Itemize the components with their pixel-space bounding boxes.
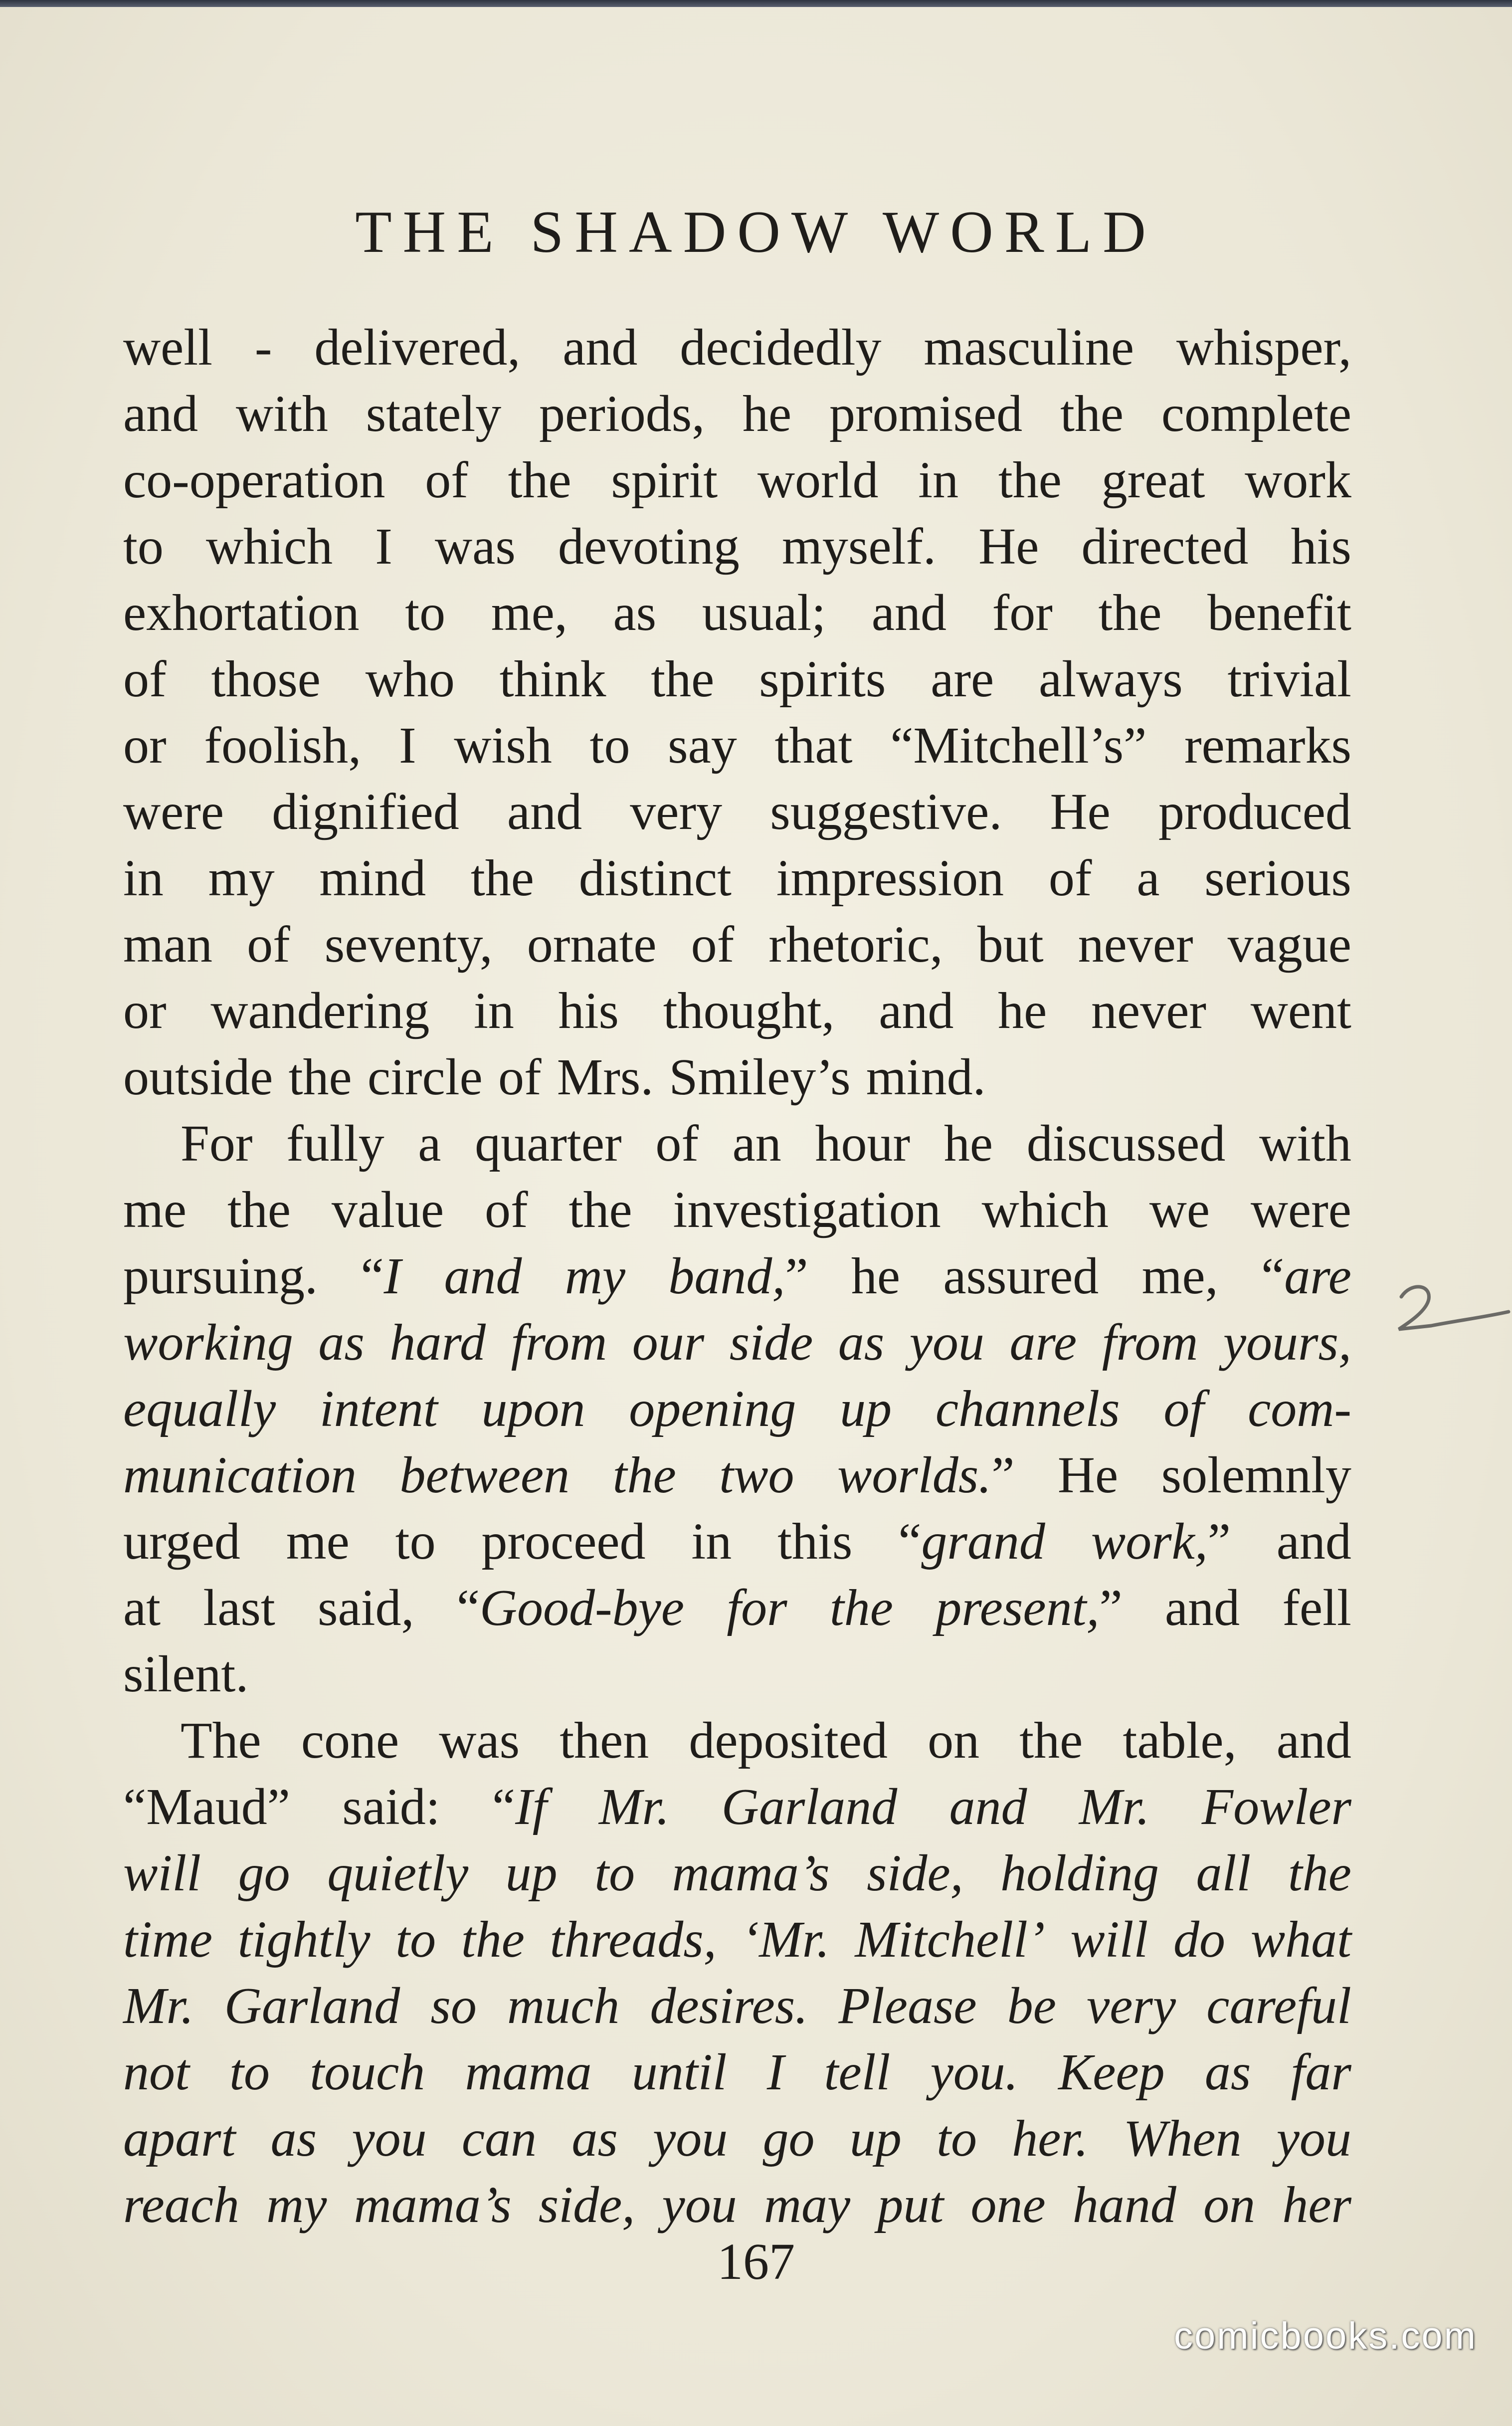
- word: and: [123, 385, 198, 442]
- word: rhetoric,: [768, 916, 943, 973]
- word: and: [507, 783, 582, 840]
- word: the: [470, 849, 534, 907]
- word: go: [238, 1844, 290, 1902]
- word: me,: [491, 584, 567, 641]
- word: distinct: [578, 849, 732, 907]
- pencil-annotation: [1381, 1262, 1511, 1342]
- word: of: [485, 1181, 528, 1238]
- word: from: [1102, 1314, 1198, 1371]
- word: as: [613, 584, 657, 641]
- word: of: [247, 916, 290, 973]
- word: mind.: [866, 1048, 986, 1106]
- word: the: [998, 451, 1062, 509]
- word: co-operation: [123, 451, 385, 509]
- word: stately: [366, 385, 502, 442]
- word: world: [757, 451, 879, 509]
- word: to: [589, 717, 630, 774]
- text-line: [123, 646, 1351, 712]
- word: masculine: [924, 319, 1134, 376]
- word: very: [630, 783, 723, 840]
- word: said,: [317, 1579, 414, 1636]
- word: never: [1091, 982, 1206, 1039]
- word: well: [123, 319, 213, 376]
- word: holding: [1000, 1844, 1159, 1902]
- word: last: [203, 1579, 275, 1636]
- word: apart: [123, 2110, 236, 2167]
- text-line: [123, 1110, 1351, 1177]
- word: and: [444, 1247, 522, 1305]
- word: as: [270, 2110, 317, 2167]
- word: fully: [286, 1115, 384, 1172]
- word: he: [944, 1115, 993, 1172]
- word: When: [1123, 2110, 1242, 2167]
- text-line: [123, 2172, 1351, 2238]
- text-line: [123, 513, 1351, 580]
- word: He: [1050, 783, 1111, 840]
- word: you: [352, 2110, 427, 2167]
- word: this: [777, 1513, 853, 1570]
- word: as: [571, 2110, 618, 2167]
- word: quarter: [475, 1115, 622, 1172]
- word: produced: [1158, 783, 1351, 840]
- text-line: [123, 978, 1351, 1044]
- word: spirits: [759, 650, 886, 708]
- word: may: [763, 2176, 851, 2233]
- word: mama’s: [354, 2176, 512, 2233]
- cover-edge: [0, 0, 1512, 7]
- word: an: [732, 1115, 781, 1172]
- word: quietly: [327, 1844, 469, 1902]
- word: for: [727, 1579, 787, 1636]
- word: thought,: [663, 982, 835, 1039]
- word: work: [1245, 451, 1351, 509]
- word: are: [1009, 1314, 1077, 1371]
- word: her.: [1012, 2110, 1089, 2167]
- word: and: [949, 1778, 1027, 1835]
- word: deposited: [689, 1712, 888, 1769]
- word: up: [849, 2110, 902, 2167]
- word: great: [1101, 451, 1205, 509]
- word: whisper,: [1176, 319, 1351, 376]
- word: those: [211, 650, 321, 708]
- word: will: [1070, 1911, 1148, 1968]
- word: side,: [867, 1844, 963, 1902]
- text-line: [123, 1840, 1351, 1906]
- word: “Maud”: [123, 1778, 290, 1835]
- word: Garland: [721, 1778, 898, 1835]
- word: of: [123, 650, 167, 708]
- word: value: [331, 1181, 444, 1238]
- word: wandering: [210, 982, 430, 1039]
- word: devoting: [558, 518, 740, 575]
- word: touch: [310, 2043, 425, 2101]
- word: promised: [829, 385, 1023, 442]
- word: the: [461, 1911, 525, 1968]
- word: up: [840, 1380, 892, 1437]
- word: do: [1173, 1911, 1225, 1968]
- word: impression: [776, 849, 1004, 907]
- word: will: [123, 1844, 201, 1902]
- word: pursuing.: [123, 1247, 318, 1305]
- word: channels: [935, 1380, 1120, 1437]
- word: until: [631, 2043, 727, 2101]
- word: the: [568, 1181, 632, 1238]
- word: the: [651, 650, 715, 708]
- word: me: [123, 1181, 187, 1238]
- word: so: [430, 1977, 477, 2034]
- word: discussed: [1026, 1115, 1226, 1172]
- word: usual;: [702, 584, 826, 641]
- word: upon: [481, 1380, 585, 1437]
- word: work,”: [1091, 1513, 1231, 1570]
- word: yours,: [1223, 1314, 1351, 1371]
- word: careful: [1206, 1977, 1351, 2034]
- word: circle: [367, 1048, 483, 1106]
- word: wish: [454, 717, 552, 774]
- word: which: [981, 1181, 1109, 1238]
- word: intent: [319, 1380, 438, 1437]
- word: Garland: [224, 1977, 400, 2034]
- word: the: [508, 451, 571, 509]
- text-line: [123, 1707, 1351, 1774]
- word: the: [829, 1579, 893, 1636]
- text-line: [123, 1973, 1351, 2039]
- word: he: [998, 982, 1047, 1039]
- word: the: [1019, 1712, 1083, 1769]
- word: or: [123, 982, 167, 1039]
- word: solemnly: [1161, 1446, 1351, 1504]
- text-line: [123, 2039, 1351, 2105]
- word: in: [474, 982, 514, 1039]
- word: to: [937, 2110, 977, 2167]
- word: hand: [1072, 2176, 1176, 2233]
- word: trivial: [1227, 650, 1351, 708]
- word: were: [1250, 1181, 1351, 1238]
- word: of: [691, 916, 735, 973]
- word: all: [1196, 1844, 1251, 1902]
- word: between: [399, 1446, 570, 1504]
- text-line: [123, 580, 1351, 646]
- word: on: [1203, 2176, 1256, 2233]
- word: you: [653, 2110, 728, 2167]
- text-line: [123, 1575, 1351, 1641]
- word: com-: [1248, 1380, 1351, 1437]
- text-line: [123, 1243, 1351, 1309]
- word: was: [435, 518, 516, 575]
- word: what: [1250, 1911, 1351, 1968]
- word: ‘Mr.: [742, 1911, 830, 1968]
- word: reach: [123, 2176, 239, 2233]
- word: fell: [1282, 1579, 1351, 1636]
- word: in: [691, 1513, 732, 1570]
- text-line: [123, 1442, 1351, 1508]
- word: to: [395, 1513, 436, 1570]
- word: you.: [930, 2043, 1018, 2101]
- word: “grand: [898, 1513, 1045, 1570]
- word: tightly: [237, 1911, 371, 1968]
- word: our: [632, 1314, 705, 1371]
- word: of: [425, 451, 468, 509]
- word: much: [507, 1977, 620, 2034]
- word: time: [123, 1911, 213, 1968]
- word: to: [123, 518, 164, 575]
- word: remarks: [1184, 717, 1351, 774]
- word: “If: [492, 1778, 547, 1835]
- word: the: [1288, 1844, 1351, 1902]
- word: complete: [1161, 385, 1351, 442]
- word: of: [1163, 1380, 1204, 1437]
- word: to: [594, 1844, 635, 1902]
- word: the: [1060, 385, 1124, 442]
- word: in: [918, 451, 959, 509]
- word: Keep: [1058, 2043, 1165, 2101]
- word: her: [1282, 2176, 1351, 2233]
- word: always: [1038, 650, 1183, 708]
- word: a: [418, 1115, 441, 1172]
- word: not: [123, 2043, 189, 2101]
- word: spirit: [611, 451, 718, 509]
- word: in: [123, 849, 164, 907]
- word: table,: [1123, 1712, 1237, 1769]
- word: very: [1087, 1977, 1176, 2034]
- word: a: [1136, 849, 1160, 907]
- word: say: [668, 717, 737, 774]
- word: proceed: [481, 1513, 646, 1570]
- word: Mrs.: [557, 1048, 654, 1106]
- word: assured: [943, 1247, 1099, 1305]
- word: tell: [824, 2043, 891, 2101]
- word: me,: [1141, 1247, 1218, 1305]
- word: me: [286, 1513, 350, 1570]
- word: Mitchell’: [855, 1911, 1045, 1968]
- word: of: [1048, 849, 1092, 907]
- word: to: [229, 2043, 270, 2101]
- word: my: [266, 2176, 327, 2233]
- word: myself.: [781, 518, 937, 575]
- text-line: [123, 314, 1351, 381]
- word: the: [612, 1446, 676, 1504]
- word: The: [181, 1712, 261, 1769]
- word: and: [563, 319, 638, 376]
- page-number: 167: [717, 2233, 795, 2290]
- word: Smiley’s: [669, 1048, 851, 1106]
- word: can: [461, 2110, 537, 2167]
- word: are: [931, 650, 994, 708]
- word: go: [762, 2110, 815, 2167]
- word: working: [123, 1314, 293, 1371]
- word: exhortation: [123, 584, 360, 641]
- word: to: [405, 584, 446, 641]
- word: two: [719, 1446, 794, 1504]
- word: suggestive.: [770, 783, 1002, 840]
- word: ornate: [527, 916, 657, 973]
- word: as: [1204, 2043, 1251, 2101]
- word: for: [992, 584, 1053, 641]
- word: of: [498, 1048, 542, 1106]
- word: hour: [815, 1115, 911, 1172]
- word: I: [398, 717, 416, 774]
- text-line: [123, 1376, 1351, 1442]
- word: outside: [123, 1048, 273, 1106]
- word: investigation: [673, 1181, 941, 1238]
- word: and: [1276, 1712, 1351, 1769]
- running-head: THE SHADOW WORLD: [355, 199, 1157, 265]
- word: man: [123, 916, 213, 973]
- word: you: [909, 1314, 984, 1371]
- word: and: [871, 584, 946, 641]
- word: serious: [1204, 849, 1351, 907]
- word: as: [318, 1314, 365, 1371]
- word: we: [1149, 1181, 1210, 1238]
- text-line: [123, 447, 1351, 513]
- word: “I: [361, 1247, 401, 1305]
- text-line: [123, 1309, 1351, 1376]
- word: side: [729, 1314, 813, 1371]
- text-line: [123, 712, 1351, 779]
- word: mama’s: [672, 1844, 830, 1902]
- word: equally: [123, 1380, 276, 1437]
- word: “are: [1261, 1247, 1351, 1305]
- word: He: [978, 518, 1039, 575]
- word: of: [655, 1115, 699, 1172]
- word: far: [1291, 2043, 1351, 2101]
- word: band,”: [668, 1247, 808, 1305]
- word: as: [838, 1314, 885, 1371]
- word: and: [1276, 1513, 1351, 1570]
- word: Mr.: [123, 1977, 194, 2034]
- word: who: [365, 650, 455, 708]
- word: were: [123, 783, 224, 840]
- word: but: [977, 916, 1044, 973]
- word: side,: [538, 2176, 635, 2233]
- word: hard: [389, 1314, 486, 1371]
- text-line: [123, 1508, 1351, 1575]
- word: my: [565, 1247, 626, 1305]
- word: Fowler: [1201, 1778, 1351, 1835]
- word: and: [879, 982, 954, 1039]
- word: be: [1007, 1977, 1056, 2034]
- word: He: [1057, 1446, 1119, 1504]
- word: periods,: [539, 385, 705, 442]
- word: threads,: [550, 1911, 717, 1968]
- word: foolish,: [204, 717, 362, 774]
- word: one: [970, 2176, 1046, 2233]
- text-line: [123, 911, 1351, 978]
- word: the: [288, 1048, 352, 1106]
- word: up: [505, 1844, 558, 1902]
- text-line: [123, 1177, 1351, 1243]
- word: Mr.: [598, 1778, 670, 1835]
- word: you: [1276, 2110, 1351, 2167]
- word: and: [1164, 1579, 1240, 1636]
- word: urged: [123, 1513, 240, 1570]
- word: Mr.: [1079, 1778, 1150, 1835]
- word: to: [395, 1911, 436, 1968]
- word: seventy,: [324, 916, 493, 973]
- word: worlds.”: [837, 1446, 1015, 1504]
- word: dignified: [272, 783, 459, 840]
- word: was: [439, 1712, 520, 1769]
- word: his: [558, 982, 619, 1039]
- word: from: [511, 1314, 607, 1371]
- text-line: [123, 845, 1351, 911]
- word: silent.: [123, 1645, 249, 1703]
- text-line: [123, 2105, 1351, 2172]
- word: or: [123, 717, 167, 774]
- watermark: comicbooks.com: [1174, 2315, 1477, 2357]
- word: think: [499, 650, 606, 708]
- text-line: [123, 1044, 1351, 1110]
- word: I: [766, 2043, 784, 2101]
- word: opening: [629, 1380, 796, 1437]
- word: Please: [838, 1977, 977, 2034]
- text-line: [123, 779, 1351, 845]
- word: “Mitchell’s”: [890, 717, 1147, 774]
- word: decidedly: [680, 319, 882, 376]
- word: “Good-bye: [456, 1579, 684, 1636]
- text-line: [123, 1774, 1351, 1840]
- word: mama: [465, 2043, 592, 2101]
- word: at: [123, 1579, 161, 1636]
- word: munication: [123, 1446, 357, 1504]
- word: which: [206, 518, 333, 575]
- word: the: [227, 1181, 291, 1238]
- word: -: [254, 319, 272, 376]
- word: he: [743, 385, 792, 442]
- word: the: [1098, 584, 1162, 641]
- word: never: [1078, 916, 1193, 973]
- word: said:: [342, 1778, 440, 1835]
- word: my: [208, 849, 275, 907]
- word: I: [375, 518, 392, 575]
- word: you: [662, 2176, 737, 2233]
- word: delivered,: [314, 319, 521, 376]
- word: cone: [301, 1712, 399, 1769]
- word: For: [181, 1115, 253, 1172]
- word: then: [560, 1712, 649, 1769]
- word: with: [236, 385, 328, 442]
- word: that: [774, 717, 853, 774]
- word: vague: [1227, 916, 1351, 973]
- word: went: [1250, 982, 1351, 1039]
- word: on: [928, 1712, 980, 1769]
- text-line: [123, 1641, 1351, 1707]
- word: mind: [319, 849, 426, 907]
- word: he: [851, 1247, 901, 1305]
- text-line: [123, 1906, 1351, 1973]
- word: put: [877, 2176, 944, 2233]
- word: desires.: [650, 1977, 808, 2034]
- word: present,”: [936, 1579, 1123, 1636]
- text-line: [123, 381, 1351, 447]
- word: with: [1259, 1115, 1351, 1172]
- word: directed: [1081, 518, 1249, 575]
- word: his: [1291, 518, 1351, 575]
- body-text: [123, 314, 1351, 2238]
- word: benefit: [1207, 584, 1351, 641]
